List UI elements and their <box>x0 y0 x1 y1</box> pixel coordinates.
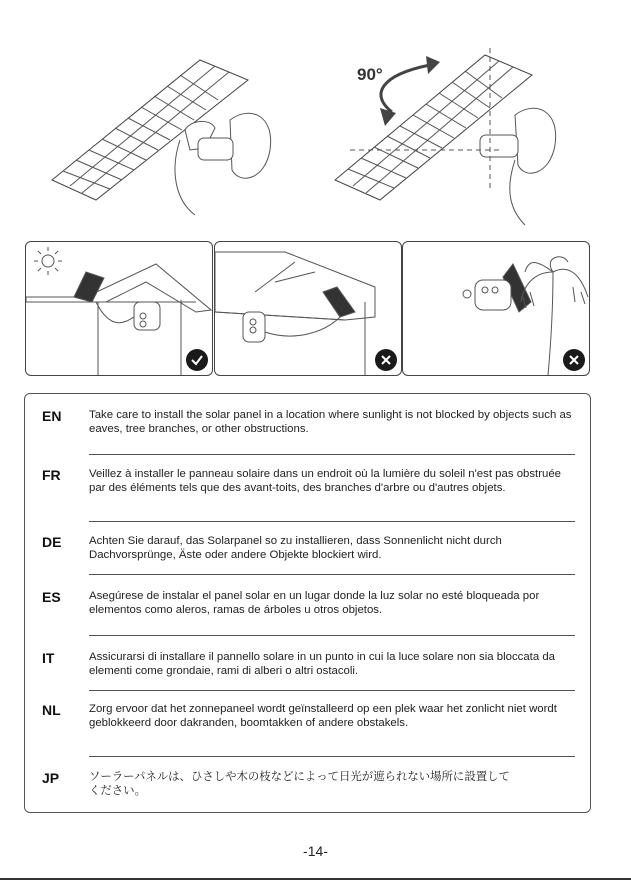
divider <box>89 635 575 636</box>
instruction-text: ソーラーパネルは、ひさしや木の枝などによって日光が遮られない場所に設置してください。 <box>89 771 510 797</box>
under-eaves-scene <box>215 242 401 375</box>
divider <box>89 756 575 757</box>
lang-code: ES <box>42 589 61 605</box>
footer-rule <box>0 878 631 880</box>
wrong-x-icon <box>375 349 397 371</box>
instruction-text: Achten Sie darauf, das Solarpanel so zu installieren, dass Sonnenlicht nicht durch Dachvorsprünge, Äste oder andere Objekte blockiert wird. <box>89 535 502 561</box>
instruction-text: Take care to install the solar panel in a location where sunlight is not blocked by objects such as eaves, tree branches, or other obstructions. <box>89 409 572 435</box>
example-panel-under-tree <box>402 241 590 376</box>
instruction-text: Zorg ervoor dat het zonnepaneel wordt geïnstalleerd op een plek waar het zonlicht niet wordt geblokkeerd door dakranden, boomtakken of andere obstakels. <box>89 703 557 729</box>
wrong-x-icon <box>563 349 585 371</box>
lang-code: EN <box>42 408 62 424</box>
divider <box>89 690 575 691</box>
instructions-box <box>24 393 591 813</box>
page-number: -14- <box>303 843 328 859</box>
instruction-text: Asegúrese de instalar el panel solar en un lugar donde la luz solar no esté bloqueada por elementos como aleros, ramas de árboles u otros objetos. <box>89 590 540 616</box>
example-panel-open-sky <box>25 241 213 376</box>
example-panel-under-eaves <box>214 241 402 376</box>
lang-code: NL <box>42 702 61 718</box>
lang-code: IT <box>42 650 55 666</box>
divider <box>89 574 575 575</box>
rotation-label: 90° <box>357 65 383 84</box>
divider <box>89 454 575 455</box>
correct-check-icon <box>186 349 208 371</box>
lang-code: FR <box>42 467 61 483</box>
open-sky-scene <box>26 242 212 375</box>
lang-code: DE <box>42 534 62 550</box>
under-tree-scene <box>403 242 589 375</box>
divider <box>89 521 575 522</box>
instruction-text: Assicurarsi di installare il pannello solare in un punto in cui la luce solare non sia bloccata da elementi come grondaie, rami di alberi o altri ostacoli. <box>89 651 556 677</box>
lang-code: JP <box>42 770 60 786</box>
solar-panel-mount-illustration <box>0 0 631 235</box>
instruction-text: Veillez à installer le panneau solaire dans un endroit où la lumière du soleil n'est pas obstruée par des éléments tels que des avant-toits, des branches d'arbre ou d'autres objets. <box>89 468 562 494</box>
